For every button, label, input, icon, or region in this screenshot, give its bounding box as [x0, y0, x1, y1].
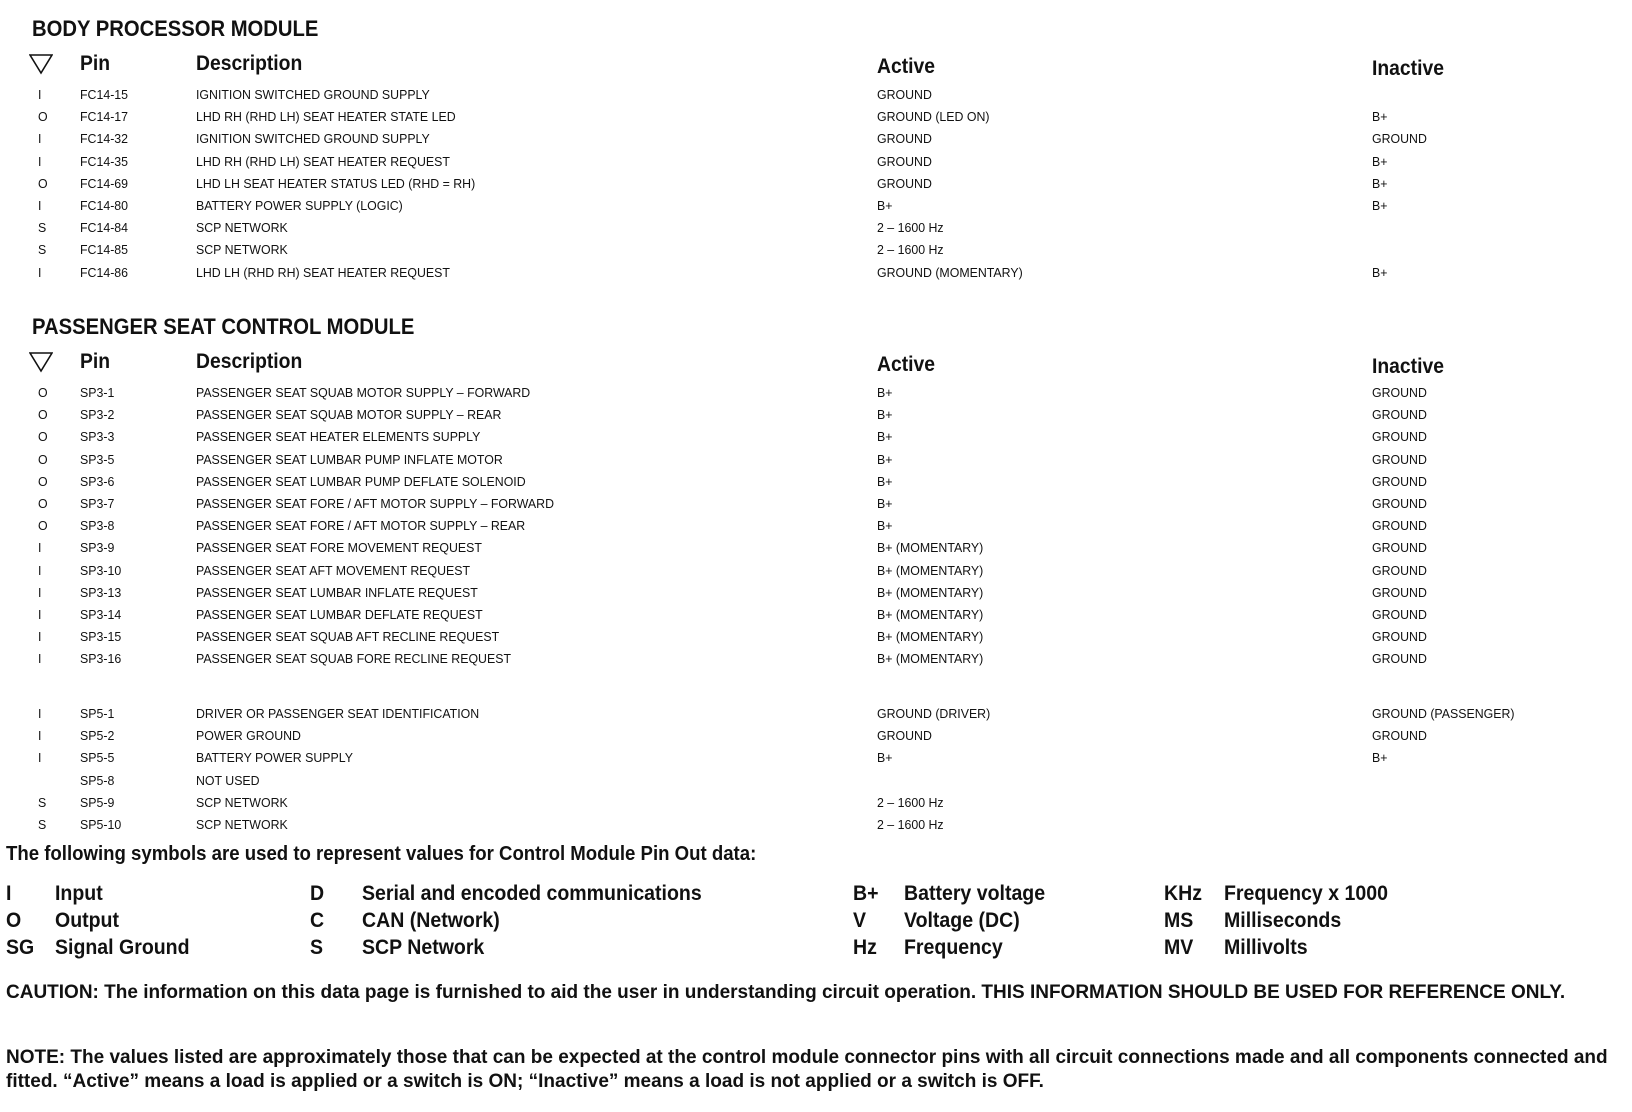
- legend-label: CAN (Network): [362, 909, 500, 932]
- legend-label: Milliseconds: [1224, 909, 1342, 932]
- active-value: B+ (MOMENTARY): [877, 651, 984, 667]
- legend-symbol: S: [310, 936, 324, 959]
- pin-id: SP3-10: [80, 562, 122, 578]
- pin-type-symbol: I: [38, 629, 42, 645]
- column-header-inactive: Inactive: [1372, 57, 1444, 80]
- pin-id: SP3-5: [80, 451, 115, 467]
- pin-description: SCP NETWORK: [196, 242, 288, 258]
- pin-description: SCP NETWORK: [196, 220, 288, 236]
- pin-id: SP3-15: [80, 629, 122, 645]
- legend-label: Battery voltage: [904, 882, 1046, 905]
- pin-description: PASSENGER SEAT SQUAB MOTOR SUPPLY – FORWARD: [196, 385, 531, 400]
- active-value: B+: [877, 451, 893, 467]
- legend-label: Voltage (DC): [904, 909, 1020, 932]
- pin-type-symbol: I: [38, 584, 42, 600]
- section-title-body-processor: BODY PROCESSOR MODULE: [32, 16, 319, 41]
- active-value: B+: [877, 407, 893, 423]
- active-value: B+: [877, 473, 893, 489]
- column-header-active: Active: [877, 353, 935, 376]
- pin-description: IGNITION SWITCHED GROUND SUPPLY: [196, 87, 430, 102]
- legend-intro: The following symbols are used to represent values for Control Module Pin Out data:: [6, 843, 757, 865]
- triangle-symbol-icon: [29, 53, 53, 75]
- pin-id: SP3-1: [80, 385, 115, 400]
- pin-type-symbol: I: [38, 153, 42, 169]
- table-row: [0, 242, 1632, 264]
- pin-type-symbol: I: [38, 131, 42, 147]
- pin-description: IGNITION SWITCHED GROUND SUPPLY: [196, 131, 430, 147]
- pin-description: NOT USED: [196, 772, 260, 788]
- pin-id: FC14-85: [80, 242, 129, 258]
- pin-type-symbol: I: [38, 750, 42, 766]
- inactive-value: GROUND: [1372, 429, 1427, 445]
- pin-type-symbol: S: [38, 220, 47, 236]
- inactive-value: GROUND: [1372, 540, 1427, 556]
- table-row: [0, 817, 1632, 839]
- pin-id: SP5-5: [80, 750, 115, 766]
- pin-description: PASSENGER SEAT LUMBAR INFLATE REQUEST: [196, 584, 478, 600]
- pin-description: SCP NETWORK: [196, 817, 288, 832]
- pin-description: PASSENGER SEAT SQUAB MOTOR SUPPLY – REAR: [196, 407, 502, 423]
- pin-type-symbol: I: [38, 706, 42, 721]
- active-value: GROUND: [877, 175, 932, 191]
- legend-symbol: B+: [853, 882, 879, 905]
- inactive-value: GROUND: [1372, 131, 1427, 147]
- pin-description: PASSENGER SEAT AFT MOVEMENT REQUEST: [196, 562, 471, 578]
- pin-id: FC14-84: [80, 220, 129, 236]
- pin-id: SP5-8: [80, 772, 115, 788]
- legend-label: Frequency x 1000: [1224, 882, 1388, 905]
- column-header-description: Description: [196, 350, 303, 373]
- active-value: GROUND (MOMENTARY): [877, 264, 1023, 280]
- pin-id: SP3-6: [80, 473, 115, 489]
- inactive-value: GROUND: [1372, 607, 1427, 622]
- caution-text: CAUTION: The information on this data page is furnished to aid the user in understanding circuit operation. THIS INFORMATION SHOULD BE USED FOR REFERENCE ONLY.: [6, 982, 1566, 1003]
- table-row: [0, 131, 1632, 153]
- table-row: [0, 750, 1632, 772]
- pin-description: PASSENGER SEAT FORE / AFT MOTOR SUPPLY – REAR: [196, 518, 526, 534]
- legend-label: Output: [55, 909, 119, 932]
- table-row: [0, 563, 1632, 585]
- active-value: GROUND: [877, 728, 932, 744]
- pin-description: BATTERY POWER SUPPLY: [196, 750, 353, 766]
- pin-id: FC14-69: [80, 175, 129, 191]
- active-value: B+ (MOMENTARY): [877, 540, 984, 556]
- pin-type-symbol: I: [38, 728, 42, 744]
- pin-description: LHD LH SEAT HEATER STATUS LED (RHD = RH): [196, 175, 476, 191]
- pin-type-symbol: I: [38, 87, 42, 102]
- pin-id: FC14-86: [80, 264, 129, 280]
- inactive-value: GROUND: [1372, 651, 1427, 667]
- legend-symbol: Hz: [853, 936, 877, 959]
- inactive-value: GROUND: [1372, 629, 1427, 645]
- table-row: [0, 265, 1632, 287]
- pin-description: LHD RH (RHD LH) SEAT HEATER REQUEST: [196, 153, 450, 169]
- table-row: [0, 607, 1632, 629]
- active-value: B+ (MOMENTARY): [877, 562, 984, 578]
- legend-symbol: O: [6, 909, 22, 932]
- inactive-value: GROUND: [1372, 562, 1427, 578]
- table-row: [0, 728, 1632, 750]
- legend-symbol: V: [853, 909, 867, 932]
- pin-description: BATTERY POWER SUPPLY (LOGIC): [196, 198, 403, 213]
- table-row: [0, 706, 1632, 728]
- legend-symbol: MS: [1164, 909, 1194, 932]
- pin-id: FC14-32: [80, 131, 129, 147]
- pin-type-symbol: O: [38, 518, 48, 534]
- table-row: [0, 518, 1632, 540]
- legend-label: Millivolts: [1224, 936, 1308, 959]
- table-row: [0, 452, 1632, 474]
- pin-id: SP3-9: [80, 540, 115, 556]
- inactive-value: B+: [1372, 109, 1388, 125]
- pin-type-symbol: S: [38, 794, 47, 810]
- active-value: GROUND (DRIVER): [877, 706, 991, 721]
- pin-description: SCP NETWORK: [196, 794, 288, 810]
- pin-description: LHD LH (RHD RH) SEAT HEATER REQUEST: [196, 264, 450, 280]
- pin-type-symbol: I: [38, 198, 42, 213]
- pin-type-symbol: S: [38, 817, 47, 832]
- pin-description: PASSENGER SEAT FORE MOVEMENT REQUEST: [196, 540, 482, 556]
- active-value: B+: [877, 198, 893, 213]
- active-value: GROUND (LED ON): [877, 109, 990, 125]
- active-value: GROUND: [877, 153, 932, 169]
- pin-description: PASSENGER SEAT SQUAB AFT RECLINE REQUEST: [196, 629, 500, 645]
- active-value: 2 – 1600 Hz: [877, 220, 944, 236]
- table-row: [0, 585, 1632, 607]
- pin-id: SP3-2: [80, 407, 115, 423]
- pin-type-symbol: I: [38, 651, 42, 667]
- table-row: [0, 87, 1632, 109]
- table-row: [0, 407, 1632, 429]
- pin-description: PASSENGER SEAT FORE / AFT MOTOR SUPPLY – FORWARD: [196, 496, 555, 511]
- inactive-value: GROUND: [1372, 385, 1427, 400]
- column-header-pin: Pin: [80, 52, 111, 75]
- legend-symbol: I: [6, 882, 12, 905]
- pin-id: FC14-15: [80, 87, 129, 102]
- pin-type-symbol: O: [38, 496, 48, 511]
- active-value: B+: [877, 385, 893, 400]
- pin-description: PASSENGER SEAT LUMBAR PUMP INFLATE MOTOR: [196, 451, 503, 467]
- inactive-value: GROUND: [1372, 451, 1427, 467]
- pin-type-symbol: I: [38, 540, 42, 556]
- inactive-value: GROUND (PASSENGER): [1372, 706, 1515, 721]
- table-row: [0, 474, 1632, 496]
- active-value: B+: [877, 750, 893, 766]
- legend-symbol: SG: [6, 936, 35, 959]
- active-value: B+ (MOMENTARY): [877, 607, 984, 622]
- note-text: NOTE: The values listed are approximately those that can be expected at the control module connector pins with all circuit connections made and all components connected and fitted. “Active” means a load is applied or a switch is ON; “Inactive” means a load is not applied or a switch is OFF.: [6, 1047, 1608, 1092]
- column-header-inactive: Inactive: [1372, 355, 1444, 378]
- pin-id: SP3-8: [80, 518, 115, 534]
- pin-description: POWER GROUND: [196, 728, 301, 744]
- inactive-value: GROUND: [1372, 496, 1427, 511]
- table-row: [0, 154, 1632, 176]
- pin-type-symbol: O: [38, 451, 48, 467]
- pin-id: SP3-3: [80, 429, 115, 445]
- active-value: 2 – 1600 Hz: [877, 817, 944, 832]
- pin-id: SP5-10: [80, 817, 122, 832]
- inactive-value: B+: [1372, 264, 1388, 280]
- active-value: 2 – 1600 Hz: [877, 794, 944, 810]
- pin-id: FC14-35: [80, 153, 129, 169]
- column-header-pin: Pin: [80, 350, 111, 373]
- pin-description: PASSENGER SEAT HEATER ELEMENTS SUPPLY: [196, 429, 481, 445]
- legend-label: Input: [55, 882, 103, 905]
- pin-type-symbol: O: [38, 407, 48, 423]
- legend-label: Serial and encoded communications: [362, 882, 702, 905]
- active-value: B+: [877, 518, 893, 534]
- inactive-value: GROUND: [1372, 728, 1427, 744]
- pin-type-symbol: O: [38, 429, 48, 445]
- pin-type-symbol: I: [38, 264, 42, 280]
- table-row: [0, 385, 1632, 407]
- inactive-value: B+: [1372, 750, 1388, 766]
- inactive-value: GROUND: [1372, 407, 1427, 423]
- inactive-value: B+: [1372, 175, 1388, 191]
- pin-type-symbol: O: [38, 473, 48, 489]
- legend-label: Signal Ground: [55, 936, 190, 959]
- table-row: [0, 651, 1632, 673]
- legend-label: Frequency: [904, 936, 1003, 959]
- table-row: [0, 198, 1632, 220]
- pin-id: SP3-7: [80, 496, 115, 511]
- pin-type-symbol: O: [38, 109, 48, 125]
- pin-description: PASSENGER SEAT LUMBAR DEFLATE REQUEST: [196, 607, 483, 622]
- active-value: 2 – 1600 Hz: [877, 242, 944, 258]
- pin-type-symbol: I: [38, 562, 42, 578]
- table-row: [0, 773, 1632, 795]
- table-row: [0, 540, 1632, 562]
- pin-id: SP5-1: [80, 706, 115, 721]
- active-value: GROUND: [877, 131, 932, 147]
- inactive-value: GROUND: [1372, 518, 1427, 534]
- pin-id: SP5-9: [80, 794, 115, 810]
- table-row: [0, 795, 1632, 817]
- column-header-description: Description: [196, 52, 303, 75]
- pin-id: SP3-16: [80, 651, 122, 667]
- column-header-active: Active: [877, 55, 935, 78]
- section-title-passenger-seat: PASSENGER SEAT CONTROL MODULE: [32, 314, 415, 339]
- table-row: [0, 496, 1632, 518]
- active-value: B+: [877, 429, 893, 445]
- legend-label: SCP Network: [362, 936, 485, 959]
- inactive-value: GROUND: [1372, 473, 1427, 489]
- legend-symbol: C: [310, 909, 325, 932]
- inactive-value: B+: [1372, 198, 1388, 213]
- pin-id: SP3-13: [80, 584, 122, 600]
- table-row: [0, 629, 1632, 651]
- legend-symbol: MV: [1164, 936, 1194, 959]
- triangle-symbol-icon: [29, 351, 53, 373]
- table-row: [0, 109, 1632, 131]
- pin-type-symbol: I: [38, 607, 42, 622]
- table-row: [0, 176, 1632, 198]
- active-value: B+: [877, 496, 893, 511]
- pin-description: PASSENGER SEAT LUMBAR PUMP DEFLATE SOLENOID: [196, 473, 526, 489]
- pin-id: SP5-2: [80, 728, 115, 744]
- table-row: [0, 220, 1632, 242]
- legend-symbol: D: [310, 882, 325, 905]
- pin-type-symbol: O: [38, 385, 48, 400]
- legend-symbol: KHz: [1164, 882, 1202, 905]
- active-value: B+ (MOMENTARY): [877, 629, 984, 645]
- pin-description: PASSENGER SEAT SQUAB FORE RECLINE REQUEST: [196, 651, 511, 667]
- active-value: B+ (MOMENTARY): [877, 584, 984, 600]
- pin-description: LHD RH (RHD LH) SEAT HEATER STATE LED: [196, 109, 456, 125]
- pin-id: FC14-80: [80, 198, 129, 213]
- pin-id: SP3-14: [80, 607, 122, 622]
- pin-type-symbol: O: [38, 175, 48, 191]
- pin-id: FC14-17: [80, 109, 129, 125]
- table-row: [0, 429, 1632, 451]
- pin-description: DRIVER OR PASSENGER SEAT IDENTIFICATION: [196, 706, 480, 721]
- inactive-value: B+: [1372, 153, 1388, 169]
- active-value: GROUND: [877, 87, 932, 102]
- inactive-value: GROUND: [1372, 584, 1427, 600]
- pin-type-symbol: S: [38, 242, 47, 258]
